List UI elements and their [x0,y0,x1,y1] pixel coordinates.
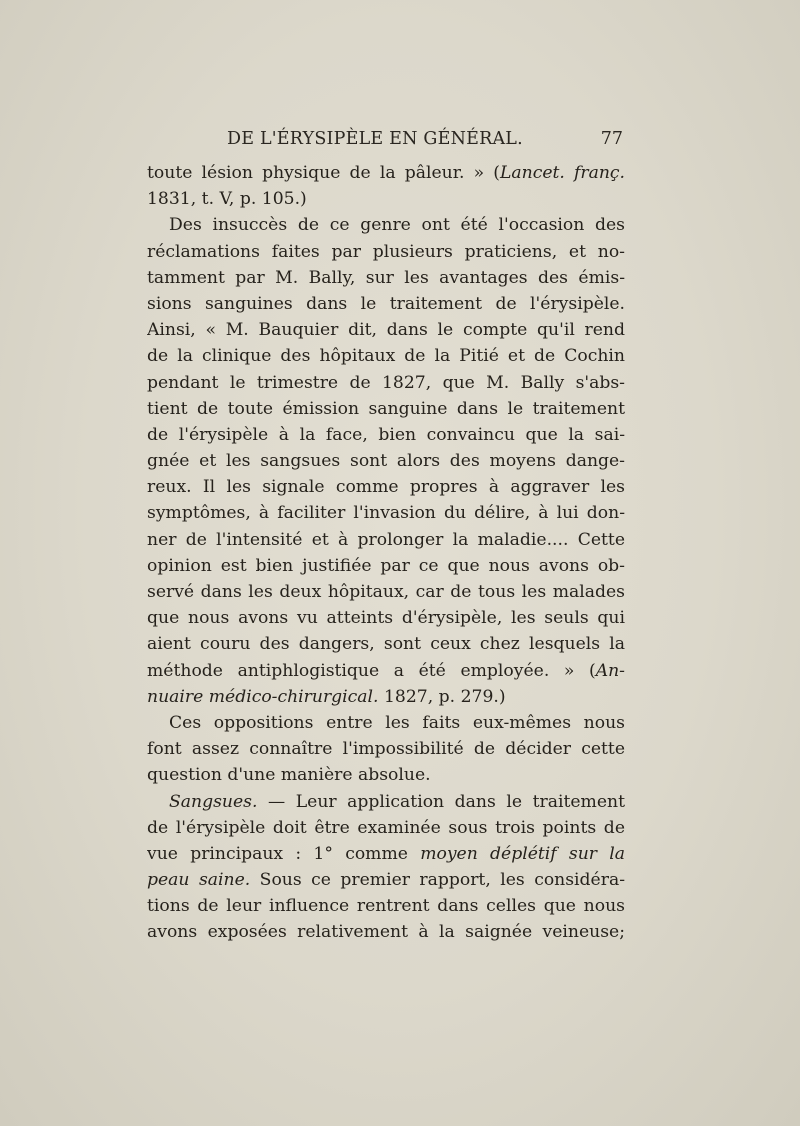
italic-text: peau saine. [147,870,251,891]
text-line [147,710,625,736]
text-segment: vue principaux : 1° comme [147,843,421,864]
text-line [147,736,625,762]
text-segment: font assez connaître l'impossibilité de décider cette [147,739,625,760]
text-segment: de l'érysipèle à la face, bien convaincu que la sai- [147,424,625,445]
text-segment: Des insuccès de ce genre ont été l'occasion des [169,215,625,236]
text-line [147,500,625,526]
text-segment: ner de l'intensité et à prolonger la maladie.... Cette [147,529,625,550]
running-title: DE L'ÉRYSIPÈLE EN GÉNÉRAL. [227,129,523,149]
text-segment: que nous avons vu atteints d'érysipèle, les seuls qui [147,608,625,629]
italic-text: An- [595,660,625,681]
text-line [147,658,625,684]
text-line [147,789,625,815]
text-segment: Sous ce premier rapport, les considéra- [250,870,625,891]
text-line [147,631,625,657]
text-line [147,553,625,579]
text-line [147,291,625,317]
text-segment: tamment par M. Bally, sur les avantages des émis- [147,267,625,288]
text-segment: question d'une manière absolue. [147,765,431,786]
text-segment: symptômes, à faciliter l'invasion du délire, à lui don- [147,503,625,524]
text-segment: — Leur application dans le traitement [257,791,625,812]
text-segment: Ainsi, « M. Bauquier dit, dans le compte qu'il rend [147,320,625,341]
text-segment: 1827, p. 279.) [378,686,506,707]
text-segment: reux. Il les signale comme propres à aggraver les [147,477,625,498]
text-line [147,527,625,553]
page-header [147,127,625,157]
text-segment: servé dans les deux hôpitaux, car de tous les malades [147,582,625,602]
page-number: 77 [600,129,623,149]
italic-text: Lancet. franç. [499,163,625,183]
text-segment: méthode antiphlogistique a été employée. » ( [147,660,596,681]
text-segment: de la clinique des hôpitaux de la Pitié et de Cochin [147,346,625,367]
text-line [147,841,625,867]
text-segment: pendant le trimestre de 1827, que M. Bally s'abs- [147,372,625,393]
text-line [147,396,625,422]
italic-text: nuaire médico-chirurgical. [147,686,379,707]
text-line [147,867,625,893]
text-segment: 1831, t. V, p. 105.) [147,189,307,210]
italic-text: Sangsues. [169,791,258,812]
text-segment: toute lésion physique de la pâleur. » ( [147,163,500,183]
text-line [147,370,625,396]
text-line [147,815,625,841]
text-line [147,474,625,500]
text-line [147,265,625,291]
text-line [147,579,625,605]
text-segment: opinion est bien justifiée par ce que nous avons ob- [147,555,625,576]
text-segment: avons exposées relativement à la saignée veineuse; [147,922,625,943]
text-segment: sions sanguines dans le traitement de l'érysipèle. [147,293,625,314]
text-line [147,684,625,710]
body-text [147,160,625,946]
text-segment: tient de toute émission sanguine dans le traitement [147,398,625,419]
text-segment: réclamations faites par plusieurs praticiens, et no- [147,241,625,262]
text-line [147,317,625,343]
text-segment: gnée et les sangsues sont alors des moyens dange- [147,451,625,472]
text-line [147,762,625,788]
text-line [147,239,625,265]
text-line [147,160,625,186]
text-segment: tions de leur influence rentrent dans celles que nous [147,896,625,917]
text-line [147,186,625,212]
text-segment: de l'érysipèle doit être examinée sous trois points de [147,817,625,838]
text-line [147,343,625,369]
text-segment: aient couru des dangers, sont ceux chez lesquels la [147,634,625,655]
text-line [147,919,625,945]
text-line [147,422,625,448]
italic-text: moyen déplétif sur la [420,843,625,864]
text-line [147,212,625,238]
text-segment: Ces oppositions entre les faits eux-mêmes nous [169,712,625,733]
text-line [147,893,625,919]
text-line [147,448,625,474]
text-line [147,605,625,631]
